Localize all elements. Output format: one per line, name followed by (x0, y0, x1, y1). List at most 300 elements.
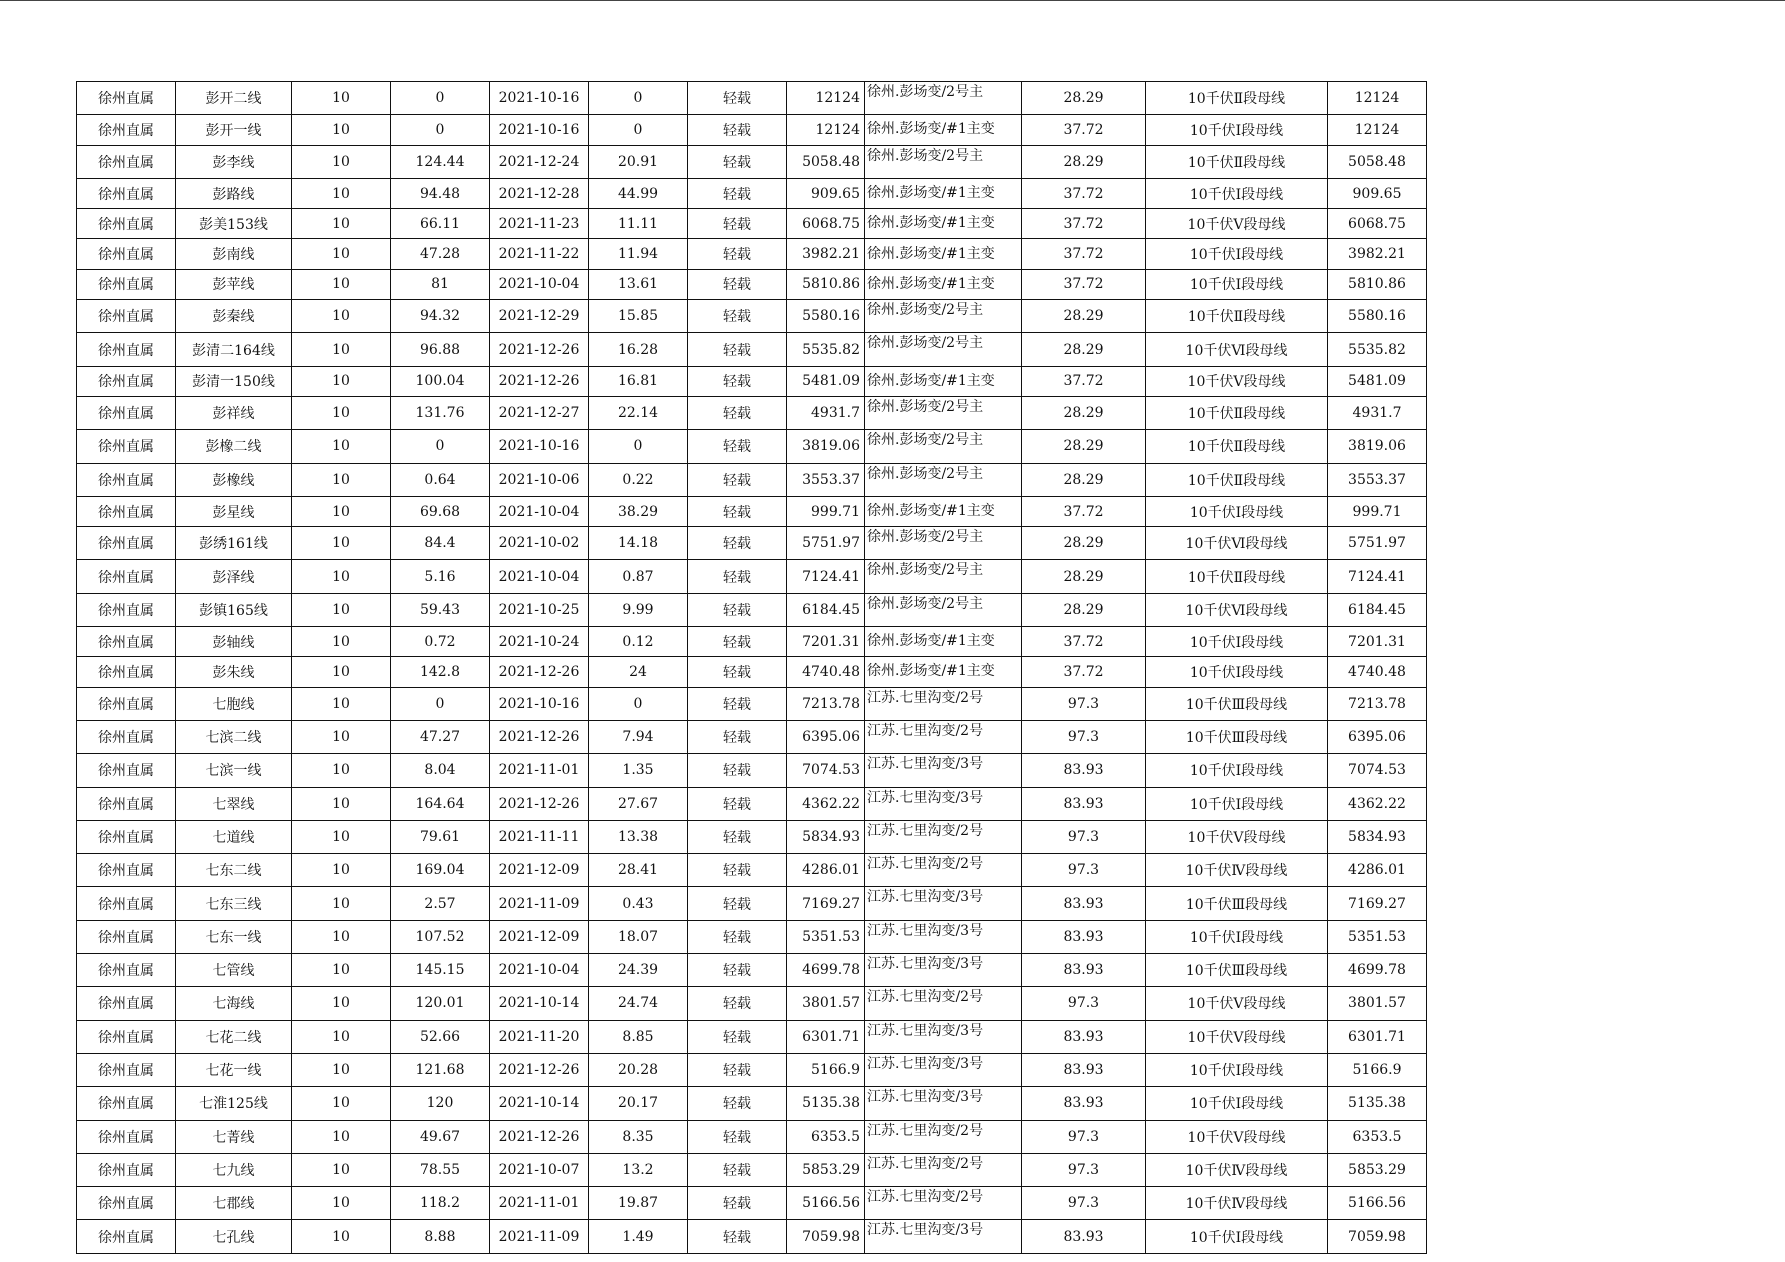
cell-load: 169.04 (391, 854, 490, 887)
cell-sub-value: 37.72 (1022, 496, 1146, 526)
cell-date: 2021-11-09 (490, 1220, 589, 1253)
cell-date: 2021-10-16 (490, 687, 589, 720)
cell-rate: 9.99 (589, 593, 688, 626)
cell-substation: 江苏.七里沟变/3号 (865, 887, 1022, 920)
cell-sub-value: 97.3 (1022, 687, 1146, 720)
cell-load: 94.48 (391, 178, 490, 208)
cell-date: 2021-10-24 (490, 627, 589, 657)
table-row (77, 920, 1427, 953)
cell-line: 七滨一线 (176, 754, 292, 787)
cell-line: 彭路线 (176, 178, 292, 208)
cell-bus: 10千伏Ⅱ段母线 (1146, 463, 1328, 496)
cell-voltage: 10 (292, 1187, 391, 1220)
cell-date: 2021-10-25 (490, 593, 589, 626)
cell-rate: 20.17 (589, 1087, 688, 1120)
cell-capacity: 3553.37 (787, 463, 865, 496)
cell-line: 彭南线 (176, 239, 292, 269)
cell-date: 2021-10-14 (490, 987, 589, 1020)
cell-unit: 徐州直属 (77, 987, 176, 1020)
cell-unit: 徐州直属 (77, 787, 176, 820)
cell-line: 彭绣161线 (176, 527, 292, 560)
cell-capacity: 5351.53 (787, 920, 865, 953)
cell-bus: 10千伏Ⅲ段母线 (1146, 687, 1328, 720)
cell-date: 2021-10-02 (490, 527, 589, 560)
cell-line: 七九线 (176, 1153, 292, 1186)
cell-capacity: 909.65 (787, 178, 865, 208)
cell-voltage: 10 (292, 887, 391, 920)
cell-load: 145.15 (391, 954, 490, 987)
table-row (77, 396, 1427, 429)
cell-voltage: 10 (292, 396, 391, 429)
cell-unit: 徐州直属 (77, 430, 176, 463)
cell-capacity: 3819.06 (787, 430, 865, 463)
cell-rate: 1.35 (589, 754, 688, 787)
cell-bus: 10千伏Ⅰ段母线 (1146, 496, 1328, 526)
cell-capacity2: 3819.06 (1328, 430, 1427, 463)
cell-capacity2: 5351.53 (1328, 920, 1427, 953)
cell-voltage: 10 (292, 920, 391, 953)
cell-bus: 10千伏Ⅲ段母线 (1146, 887, 1328, 920)
cell-unit: 徐州直属 (77, 145, 176, 178)
cell-sub-value: 97.3 (1022, 854, 1146, 887)
cell-load: 8.88 (391, 1220, 490, 1253)
cell-status: 轻载 (688, 954, 787, 987)
cell-substation: 江苏.七里沟变/3号 (865, 954, 1022, 987)
cell-rate: 0 (589, 687, 688, 720)
cell-unit: 徐州直属 (77, 300, 176, 333)
cell-load: 0 (391, 430, 490, 463)
table-body (77, 82, 1427, 1254)
table-row (77, 593, 1427, 626)
cell-status: 轻载 (688, 1020, 787, 1053)
cell-line: 彭秦线 (176, 300, 292, 333)
cell-line: 彭美153线 (176, 209, 292, 239)
cell-date: 2021-10-16 (490, 430, 589, 463)
cell-line: 七菁线 (176, 1120, 292, 1153)
cell-line: 七花二线 (176, 1020, 292, 1053)
cell-capacity: 4362.22 (787, 787, 865, 820)
cell-status: 轻载 (688, 887, 787, 920)
cell-status: 轻载 (688, 1187, 787, 1220)
cell-date: 2021-12-09 (490, 920, 589, 953)
cell-load: 120.01 (391, 987, 490, 1020)
cell-line: 七郡线 (176, 1187, 292, 1220)
cell-line: 七花一线 (176, 1053, 292, 1086)
cell-bus: 10千伏Ⅰ段母线 (1146, 754, 1328, 787)
cell-load: 118.2 (391, 1187, 490, 1220)
cell-status: 轻载 (688, 115, 787, 145)
cell-voltage: 10 (292, 593, 391, 626)
cell-voltage: 10 (292, 430, 391, 463)
cell-status: 轻载 (688, 627, 787, 657)
cell-capacity: 5135.38 (787, 1087, 865, 1120)
cell-line: 七淮125线 (176, 1087, 292, 1120)
cell-voltage: 10 (292, 820, 391, 853)
cell-capacity2: 999.71 (1328, 496, 1427, 526)
cell-sub-value: 28.29 (1022, 463, 1146, 496)
cell-unit: 徐州直属 (77, 593, 176, 626)
cell-sub-value: 83.93 (1022, 1053, 1146, 1086)
cell-load: 69.68 (391, 496, 490, 526)
cell-status: 轻载 (688, 1087, 787, 1120)
cell-sub-value: 83.93 (1022, 920, 1146, 953)
cell-unit: 徐州直属 (77, 239, 176, 269)
cell-substation: 江苏.七里沟变/3号 (865, 920, 1022, 953)
cell-status: 轻载 (688, 239, 787, 269)
cell-rate: 16.28 (589, 333, 688, 366)
cell-rate: 22.14 (589, 396, 688, 429)
cell-rate: 0 (589, 115, 688, 145)
cell-line: 彭苹线 (176, 269, 292, 299)
cell-substation: 徐州.彭场变/2号主 (865, 560, 1022, 593)
cell-capacity2: 7059.98 (1328, 1220, 1427, 1253)
cell-load: 100.04 (391, 366, 490, 396)
cell-load: 47.28 (391, 239, 490, 269)
cell-bus: 10千伏Ⅴ段母线 (1146, 366, 1328, 396)
cell-status: 轻载 (688, 720, 787, 753)
cell-sub-value: 28.29 (1022, 527, 1146, 560)
cell-date: 2021-10-04 (490, 496, 589, 526)
cell-line: 彭清二164线 (176, 333, 292, 366)
cell-capacity2: 5580.16 (1328, 300, 1427, 333)
cell-load: 52.66 (391, 1020, 490, 1053)
cell-rate: 20.91 (589, 145, 688, 178)
page-top-rule (0, 0, 1785, 1)
cell-load: 2.57 (391, 887, 490, 920)
cell-unit: 徐州直属 (77, 209, 176, 239)
cell-voltage: 10 (292, 300, 391, 333)
table-row (77, 82, 1427, 115)
cell-sub-value: 28.29 (1022, 560, 1146, 593)
cell-substation: 徐州.彭场变/2号主 (865, 300, 1022, 333)
cell-sub-value: 37.72 (1022, 366, 1146, 396)
cell-bus: 10千伏Ⅰ段母线 (1146, 1053, 1328, 1086)
cell-load: 107.52 (391, 920, 490, 953)
cell-voltage: 10 (292, 82, 391, 115)
cell-bus: 10千伏Ⅰ段母线 (1146, 920, 1328, 953)
cell-substation: 江苏.七里沟变/3号 (865, 754, 1022, 787)
cell-substation: 江苏.七里沟变/3号 (865, 1220, 1022, 1253)
cell-bus: 10千伏Ⅴ段母线 (1146, 820, 1328, 853)
cell-sub-value: 28.29 (1022, 593, 1146, 626)
cell-substation: 徐州.彭场变/2号主 (865, 396, 1022, 429)
cell-sub-value: 97.3 (1022, 820, 1146, 853)
cell-voltage: 10 (292, 527, 391, 560)
cell-voltage: 10 (292, 1053, 391, 1086)
cell-bus: 10千伏Ⅰ段母线 (1146, 178, 1328, 208)
table-row (77, 1087, 1427, 1120)
cell-capacity: 5580.16 (787, 300, 865, 333)
cell-date: 2021-12-24 (490, 145, 589, 178)
cell-sub-value: 28.29 (1022, 333, 1146, 366)
cell-load: 59.43 (391, 593, 490, 626)
cell-capacity: 6068.75 (787, 209, 865, 239)
cell-sub-value: 28.29 (1022, 82, 1146, 115)
cell-status: 轻载 (688, 145, 787, 178)
data-table (76, 81, 1427, 1254)
cell-unit: 徐州直属 (77, 1187, 176, 1220)
cell-status: 轻载 (688, 854, 787, 887)
cell-unit: 徐州直属 (77, 1153, 176, 1186)
cell-capacity2: 4699.78 (1328, 954, 1427, 987)
cell-bus: 10千伏Ⅱ段母线 (1146, 300, 1328, 333)
cell-bus: 10千伏Ⅰ段母线 (1146, 269, 1328, 299)
cell-date: 2021-11-09 (490, 887, 589, 920)
cell-capacity2: 5058.48 (1328, 145, 1427, 178)
cell-load: 0 (391, 115, 490, 145)
cell-substation: 江苏.七里沟变/2号 (865, 1120, 1022, 1153)
cell-substation: 徐州.彭场变/2号主 (865, 463, 1022, 496)
cell-unit: 徐州直属 (77, 560, 176, 593)
cell-date: 2021-10-16 (490, 115, 589, 145)
cell-date: 2021-11-20 (490, 1020, 589, 1053)
cell-bus: 10千伏Ⅳ段母线 (1146, 1153, 1328, 1186)
cell-voltage: 10 (292, 1153, 391, 1186)
cell-bus: 10千伏Ⅴ段母线 (1146, 987, 1328, 1020)
cell-substation: 徐州.彭场变/2号主 (865, 527, 1022, 560)
table-row (77, 687, 1427, 720)
cell-capacity2: 4286.01 (1328, 854, 1427, 887)
cell-capacity: 7059.98 (787, 1220, 865, 1253)
cell-voltage: 10 (292, 1120, 391, 1153)
cell-bus: 10千伏Ⅱ段母线 (1146, 560, 1328, 593)
cell-bus: 10千伏Ⅵ段母线 (1146, 333, 1328, 366)
cell-line: 彭李线 (176, 145, 292, 178)
cell-capacity: 4699.78 (787, 954, 865, 987)
cell-rate: 18.07 (589, 920, 688, 953)
cell-rate: 0.43 (589, 887, 688, 920)
cell-unit: 徐州直属 (77, 920, 176, 953)
cell-sub-value: 37.72 (1022, 239, 1146, 269)
cell-load: 121.68 (391, 1053, 490, 1086)
cell-date: 2021-12-26 (490, 720, 589, 753)
table-row (77, 1153, 1427, 1186)
cell-voltage: 10 (292, 720, 391, 753)
cell-rate: 1.49 (589, 1220, 688, 1253)
table-row (77, 366, 1427, 396)
cell-substation: 徐州.彭场变/2号主 (865, 593, 1022, 626)
cell-rate: 24.74 (589, 987, 688, 1020)
cell-unit: 徐州直属 (77, 178, 176, 208)
cell-voltage: 10 (292, 687, 391, 720)
cell-rate: 38.29 (589, 496, 688, 526)
cell-bus: 10千伏Ⅵ段母线 (1146, 593, 1328, 626)
cell-bus: 10千伏Ⅰ段母线 (1146, 787, 1328, 820)
cell-line: 彭开二线 (176, 82, 292, 115)
cell-sub-value: 83.93 (1022, 1087, 1146, 1120)
cell-capacity2: 909.65 (1328, 178, 1427, 208)
cell-capacity: 5166.9 (787, 1053, 865, 1086)
cell-status: 轻载 (688, 820, 787, 853)
cell-unit: 徐州直属 (77, 463, 176, 496)
cell-capacity: 5481.09 (787, 366, 865, 396)
cell-substation: 徐州.彭场变/#1主变 (865, 269, 1022, 299)
cell-date: 2021-12-09 (490, 854, 589, 887)
table-row (77, 239, 1427, 269)
cell-status: 轻载 (688, 430, 787, 463)
cell-rate: 0 (589, 430, 688, 463)
cell-load: 47.27 (391, 720, 490, 753)
cell-substation: 徐州.彭场变/#1主变 (865, 627, 1022, 657)
cell-substation: 江苏.七里沟变/3号 (865, 787, 1022, 820)
cell-status: 轻载 (688, 82, 787, 115)
cell-load: 66.11 (391, 209, 490, 239)
cell-unit: 徐州直属 (77, 720, 176, 753)
cell-sub-value: 97.3 (1022, 987, 1146, 1020)
cell-date: 2021-10-16 (490, 82, 589, 115)
table-row (77, 657, 1427, 687)
cell-rate: 0.22 (589, 463, 688, 496)
cell-date: 2021-12-26 (490, 787, 589, 820)
cell-line: 彭橡线 (176, 463, 292, 496)
table-row (77, 1120, 1427, 1153)
table-row (77, 987, 1427, 1020)
cell-sub-value: 28.29 (1022, 396, 1146, 429)
cell-load: 78.55 (391, 1153, 490, 1186)
cell-status: 轻载 (688, 209, 787, 239)
cell-status: 轻载 (688, 463, 787, 496)
cell-sub-value: 83.93 (1022, 954, 1146, 987)
cell-voltage: 10 (292, 1220, 391, 1253)
cell-line: 彭星线 (176, 496, 292, 526)
table-row (77, 463, 1427, 496)
cell-unit: 徐州直属 (77, 820, 176, 853)
cell-load: 8.04 (391, 754, 490, 787)
cell-capacity2: 4931.7 (1328, 396, 1427, 429)
cell-sub-value: 28.29 (1022, 300, 1146, 333)
cell-date: 2021-12-28 (490, 178, 589, 208)
cell-date: 2021-10-07 (490, 1153, 589, 1186)
cell-capacity: 5853.29 (787, 1153, 865, 1186)
cell-line: 七滨二线 (176, 720, 292, 753)
cell-unit: 徐州直属 (77, 627, 176, 657)
cell-capacity: 5751.97 (787, 527, 865, 560)
cell-load: 81 (391, 269, 490, 299)
cell-capacity: 6301.71 (787, 1020, 865, 1053)
cell-date: 2021-10-14 (490, 1087, 589, 1120)
cell-load: 79.61 (391, 820, 490, 853)
cell-unit: 徐州直属 (77, 657, 176, 687)
cell-voltage: 10 (292, 115, 391, 145)
cell-capacity2: 6353.5 (1328, 1120, 1427, 1153)
cell-substation: 徐州.彭场变/#1主变 (865, 657, 1022, 687)
cell-sub-value: 97.3 (1022, 720, 1146, 753)
cell-load: 96.88 (391, 333, 490, 366)
cell-load: 49.67 (391, 1120, 490, 1153)
cell-capacity2: 12124 (1328, 115, 1427, 145)
cell-status: 轻载 (688, 657, 787, 687)
cell-date: 2021-11-23 (490, 209, 589, 239)
cell-load: 0.64 (391, 463, 490, 496)
table-row (77, 787, 1427, 820)
cell-substation: 徐州.彭场变/#1主变 (865, 209, 1022, 239)
cell-substation: 徐州.彭场变/#1主变 (865, 178, 1022, 208)
cell-sub-value: 37.72 (1022, 209, 1146, 239)
cell-capacity2: 4740.48 (1328, 657, 1427, 687)
cell-capacity: 7169.27 (787, 887, 865, 920)
cell-capacity: 5058.48 (787, 145, 865, 178)
cell-status: 轻载 (688, 178, 787, 208)
cell-unit: 徐州直属 (77, 115, 176, 145)
cell-rate: 14.18 (589, 527, 688, 560)
cell-sub-value: 37.72 (1022, 269, 1146, 299)
cell-substation: 江苏.七里沟变/3号 (865, 1020, 1022, 1053)
cell-unit: 徐州直属 (77, 954, 176, 987)
cell-voltage: 10 (292, 145, 391, 178)
cell-capacity2: 5135.38 (1328, 1087, 1427, 1120)
cell-line: 彭橡二线 (176, 430, 292, 463)
cell-status: 轻载 (688, 787, 787, 820)
cell-load: 120 (391, 1087, 490, 1120)
cell-capacity: 4931.7 (787, 396, 865, 429)
cell-rate: 16.81 (589, 366, 688, 396)
cell-unit: 徐州直属 (77, 854, 176, 887)
cell-unit: 徐州直属 (77, 269, 176, 299)
cell-substation: 江苏.七里沟变/2号 (865, 720, 1022, 753)
cell-capacity2: 6301.71 (1328, 1020, 1427, 1053)
cell-substation: 江苏.七里沟变/2号 (865, 987, 1022, 1020)
cell-line: 彭朱线 (176, 657, 292, 687)
cell-capacity: 7074.53 (787, 754, 865, 787)
cell-capacity2: 5166.9 (1328, 1053, 1427, 1086)
cell-rate: 0.87 (589, 560, 688, 593)
cell-unit: 徐州直属 (77, 333, 176, 366)
cell-date: 2021-12-26 (490, 1120, 589, 1153)
cell-voltage: 10 (292, 987, 391, 1020)
cell-status: 轻载 (688, 1053, 787, 1086)
cell-rate: 8.35 (589, 1120, 688, 1153)
cell-line: 七翠线 (176, 787, 292, 820)
cell-bus: 10千伏Ⅳ段母线 (1146, 854, 1328, 887)
cell-capacity2: 7169.27 (1328, 887, 1427, 920)
cell-capacity: 6353.5 (787, 1120, 865, 1153)
cell-sub-value: 37.72 (1022, 115, 1146, 145)
cell-unit: 徐州直属 (77, 887, 176, 920)
cell-capacity2: 5853.29 (1328, 1153, 1427, 1186)
cell-line: 七东二线 (176, 854, 292, 887)
cell-substation: 江苏.七里沟变/3号 (865, 1087, 1022, 1120)
cell-bus: 10千伏Ⅱ段母线 (1146, 145, 1328, 178)
cell-substation: 江苏.七里沟变/2号 (865, 820, 1022, 853)
cell-date: 2021-11-01 (490, 1187, 589, 1220)
cell-substation: 江苏.七里沟变/2号 (865, 687, 1022, 720)
cell-capacity2: 3982.21 (1328, 239, 1427, 269)
cell-capacity2: 7213.78 (1328, 687, 1427, 720)
cell-line: 七孔线 (176, 1220, 292, 1253)
table-row (77, 1020, 1427, 1053)
cell-substation: 徐州.彭场变/#1主变 (865, 115, 1022, 145)
cell-line: 彭镇165线 (176, 593, 292, 626)
table-row (77, 115, 1427, 145)
cell-unit: 徐州直属 (77, 527, 176, 560)
cell-status: 轻载 (688, 269, 787, 299)
cell-capacity: 999.71 (787, 496, 865, 526)
cell-load: 164.64 (391, 787, 490, 820)
cell-bus: 10千伏Ⅴ段母线 (1146, 1120, 1328, 1153)
cell-line: 彭清一150线 (176, 366, 292, 396)
table-row (77, 333, 1427, 366)
cell-date: 2021-12-26 (490, 657, 589, 687)
cell-voltage: 10 (292, 560, 391, 593)
cell-unit: 徐州直属 (77, 1087, 176, 1120)
cell-substation: 江苏.七里沟变/2号 (865, 854, 1022, 887)
cell-date: 2021-12-27 (490, 396, 589, 429)
cell-status: 轻载 (688, 560, 787, 593)
cell-capacity: 6395.06 (787, 720, 865, 753)
cell-substation: 江苏.七里沟变/2号 (865, 1187, 1022, 1220)
cell-substation: 徐州.彭场变/#1主变 (865, 366, 1022, 396)
cell-substation: 江苏.七里沟变/2号 (865, 1153, 1022, 1186)
